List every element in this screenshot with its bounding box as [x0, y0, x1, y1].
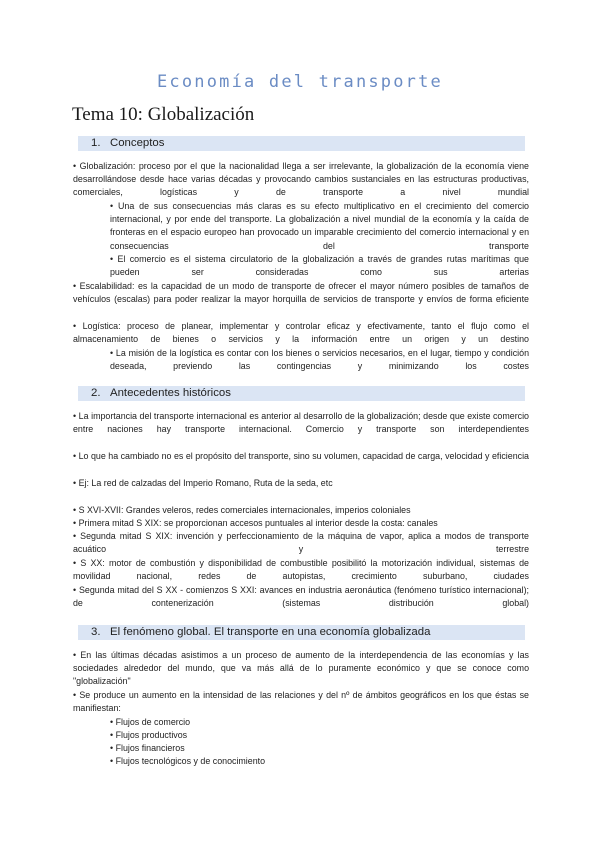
paragraph: • S XX: motor de combustión y disponibilidad de combustible posibilitó la motorización individual, sistemas de movilidad nacional, redes de autopistas, crecimiento suburbano, ciudades — [73, 558, 529, 582]
paragraph: • Logística: proceso de planear, implementar y controlar eficaz y efectivamente, tanto el flujo como el almacenamiento de bienes o servicios y la información entre un origen y un destino — [73, 321, 529, 345]
paragraph: • La importancia del transporte internacional es anterior al desarrollo de la globalización; desde que existe comercio entre naciones hay transporte internacional. Comercio y transporte son interdependientes — [73, 411, 529, 435]
paragraph: • Una de sus consecuencias más claras es su efecto multiplicativo en el crecimiento del comercio internacional, y por ende del transporte. La globalización a nivel mundial de la economía y la caída de fronteras en el espacio europeo han provocado un imparable crecimiento del comercio internacional y en consecuencias del transporte — [110, 201, 529, 251]
section-label: El fenómeno global. El transporte en una economía globalizada — [110, 626, 431, 638]
topic-heading: Tema 10: Globalización — [72, 104, 255, 125]
paragraph: • S XVI-XVII: Grandes veleros, redes comerciales internacionales, imperios coloniales — [73, 505, 411, 515]
paragraph: • El comercio es el sistema circulatorio de la globalización a través de grandes rutas marítimas que pueden ser consideradas como sus arterias — [110, 254, 529, 278]
section-heading-antecedentes — [78, 386, 525, 401]
document-title: Economía del transporte — [156, 72, 443, 92]
list-item: • Flujos financieros — [110, 743, 185, 753]
paragraph: • Segunda mitad del S XX - comienzos S XXI: avances en industria aeronáutica (fenómeno turístico internacional); de contenerización (sistemas distribución global) — [73, 585, 529, 609]
list-item: • Flujos de comercio — [110, 717, 191, 727]
list-item: • Flujos tecnológicos y de conocimiento — [110, 756, 266, 766]
section-label: Antecedentes históricos — [110, 387, 231, 399]
section-heading-fenomeno-global — [78, 625, 525, 640]
paragraph: • En las últimas décadas asistimos a un proceso de aumento de la interdependencia de las economías y las sociedades alrededor del mundo, que va más allá de lo puramente económico y que se conoce como "globalización" — [73, 650, 529, 687]
section-number: 2. — [91, 387, 101, 399]
paragraph: • Escalabilidad: es la capacidad de un modo de transporte de ofrecer el mayor número posibles de tamaños de vehículos (escalas) para poder realizar la mayor horquilla de servicios de transporte y envíos de forma eficiente — [73, 281, 529, 305]
paragraph: • La misión de la logística es contar con los bienes o servicios necesarios, en el lugar, tiempo y condición deseada, previendo las contingencias y minimizando los costes — [110, 348, 529, 372]
paragraph: • Lo que ha cambiado no es el propósito del transporte, sino su volumen, capacidad de carga, velocidad y eficiencia — [73, 451, 529, 461]
paragraph: • Se produce un aumento en la intensidad de las relaciones y del nº de ámbitos geográficos en los que éstas se manifiestan: — [73, 690, 529, 714]
paragraph: • Primera mitad S XIX: se proporcionan accesos puntuales al interior desde la costa: canales — [73, 518, 438, 528]
paragraph: • Ej: La red de calzadas del Imperio Romano, Ruta de la seda, etc — [73, 478, 333, 488]
section-heading-conceptos — [78, 136, 525, 151]
section-label: Conceptos — [110, 137, 165, 149]
paragraph: • Segunda mitad S XIX: invención y perfeccionamiento de la máquina de vapor, aplica a modos de transporte acuático y terrestre — [73, 531, 529, 555]
list-item: • Flujos productivos — [110, 730, 188, 740]
section-number: 3. — [91, 626, 101, 638]
paragraph: • Globalización: proceso por el que la nacionalidad llega a ser irrelevante, la globalización de la economía viene desarrollándose desde hace varias décadas y provocando cambios sustanciales en las estructuras productivas, comerciales, logísticas y de transporte a nivel mundial — [73, 161, 529, 198]
section-number: 1. — [91, 137, 101, 149]
